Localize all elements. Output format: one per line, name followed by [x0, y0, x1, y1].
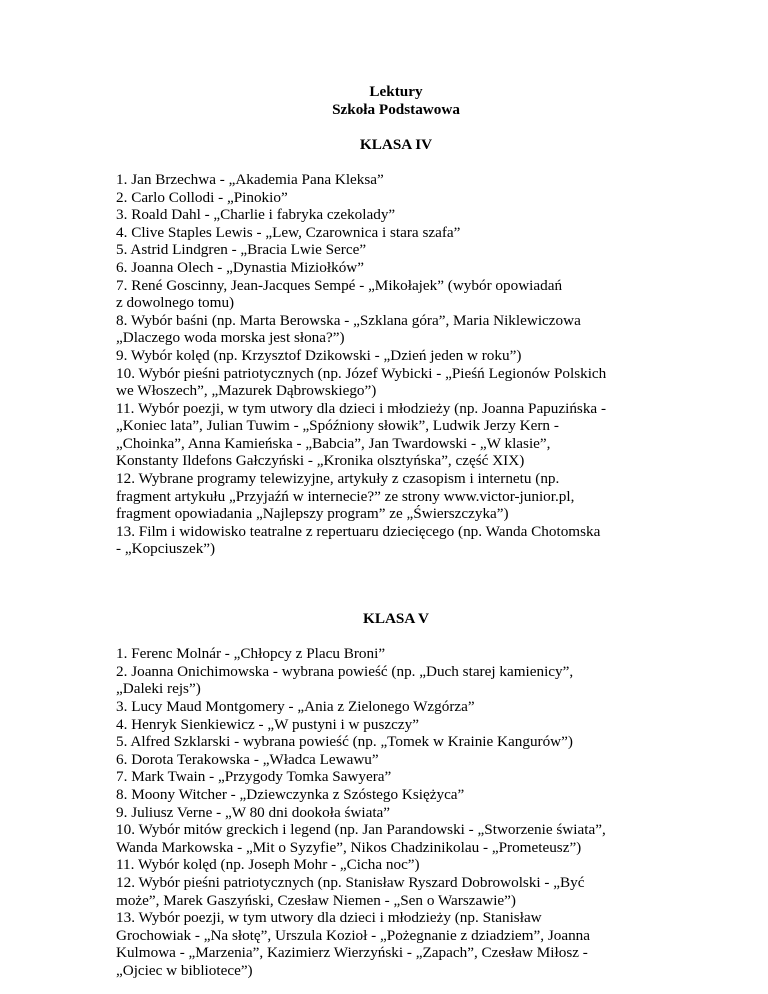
list-item-line: „Choinka”, Anna Kamieńska - „Babcia”, Jan Twardowski - „W klasie”, [116, 434, 551, 452]
list-item [116, 733, 676, 751]
list-item [116, 874, 676, 909]
list-item-line: 11. Wybór kolęd (np. Joseph Mohr - „Cicha noc”) [116, 856, 420, 874]
list-item [116, 663, 676, 698]
document-page [116, 83, 676, 980]
list-item-line: 5. Alfred Szklarski - wybrana powieść (np. „Tomek w Krainie Kangurów”) [116, 733, 573, 751]
list-item-line: z dowolnego tomu) [116, 294, 235, 312]
section-title-klasa-iv: KLASA IV [359, 135, 433, 153]
list-item [116, 277, 676, 312]
list-item-line: Grochowiak - „Na słotę”, Urszula Kozioł - „Pożegnanie z dziadziem”, Joanna [116, 926, 590, 944]
list-item [116, 909, 676, 979]
list-item-line: we Włoszech”, „Mazurek Dąbrowskiego”) [116, 382, 377, 400]
list-item [116, 171, 676, 189]
spacer [116, 558, 676, 610]
list-item [116, 523, 676, 558]
list-item-line: „Daleki rejs”) [116, 680, 201, 698]
list-item-line: 13. Wybór poezji, w tym utwory dla dzieci i młodzieży (np. Stanisław [116, 909, 542, 927]
list-item [116, 751, 676, 769]
list-item-line: 7. René Goscinny, Jean-Jacques Sempé - „Mikołajek” (wybór opowiadań [116, 276, 563, 294]
list-item-line: 7. Mark Twain - „Przygody Tomka Sawyera” [116, 768, 392, 786]
list-item [116, 470, 676, 523]
list-item-line: 8. Wybór baśni (np. Marta Berowska - „Szklana góra”, Maria Niklewiczowa [116, 311, 581, 329]
list-item-line: 5. Astrid Lindgren - „Bracia Lwie Serce” [116, 241, 367, 259]
list-item-line: 10. Wybór mitów greckich i legend (np. Jan Parandowski - „Stworzenie świata”, [116, 821, 606, 839]
list-item-line: 13. Film i widowisko teatralne z repertuaru dziecięcego (np. Wanda Chotomska [116, 522, 601, 540]
list-item-line: fragment opowiadania „Najlepszy program” ze „Świerszczyka”) [116, 505, 509, 523]
list-item-line: 2. Joanna Onichimowska - wybrana powieść (np. „Duch starej kamienicy”, [116, 662, 574, 680]
list-item-line: fragment artykułu „Przyjaźń w internecie?” ze strony www.victor-junior.pl, [116, 487, 575, 505]
list-item [116, 400, 676, 470]
list-item [116, 716, 676, 734]
list-item-line: Kulmowa - „Marzenia”, Kazimierz Wierzyński - „Zapach”, Czesław Miłosz - [116, 944, 588, 962]
list-item-line: 1. Jan Brzechwa - „Akademia Pana Kleksa” [116, 170, 384, 188]
list-item-line: „Dlaczego woda morska jest słona?”) [116, 329, 345, 347]
list-item-line: 9. Wybór kolęd (np. Krzysztof Dzikowski - „Dzień jeden w roku”) [116, 346, 522, 364]
list-item-line: 6. Joanna Olech - „Dynastia Miziołków” [116, 258, 364, 276]
document-title: Lektury [369, 83, 423, 100]
reading-list-klasa-iv [116, 171, 676, 558]
list-item-line: 12. Wybór pieśni patriotycznych (np. Stanisław Ryszard Dobrowolski - „Być [116, 873, 585, 891]
list-item-line: 4. Clive Staples Lewis - „Lew, Czarownica i stara szafa” [116, 223, 461, 241]
list-item-line: może”, Marek Gaszyński, Czesław Niemen - „Sen o Warszawie”) [116, 891, 516, 909]
list-item [116, 821, 676, 856]
list-item [116, 347, 676, 365]
section-title-klasa-v: KLASA V [363, 610, 429, 628]
spacer [116, 153, 676, 171]
list-item [116, 241, 676, 259]
list-item-line: 1. Ferenc Molnár - „Chłopcy z Placu Broni” [116, 645, 386, 663]
list-item [116, 856, 676, 874]
list-item-line: 4. Henryk Sienkiewicz - „W pustyni i w puszczy” [116, 715, 419, 733]
list-item [116, 224, 676, 242]
list-item-line: „Ojciec w bibliotece”) [116, 961, 253, 979]
document-subtitle: Szkoła Podstawowa [332, 100, 460, 118]
list-item-line: 10. Wybór pieśni patriotycznych (np. Józef Wybicki - „Pieśń Legionów Polskich [116, 364, 607, 382]
list-item-line: 12. Wybrane programy telewizyjne, artykuły z czasopism i internetu (np. [116, 470, 560, 488]
list-item [116, 189, 676, 207]
list-item-line: 8. Moony Witcher - „Dziewczynka z Szóstego Księżyca” [116, 785, 465, 803]
list-item [116, 365, 676, 400]
list-item-line: Konstanty Ildefons Gałczyński - „Kronika olsztyńska”, część XIX) [116, 452, 525, 470]
list-item-line: 9. Juliusz Verne - „W 80 dni dookoła świata” [116, 803, 391, 821]
list-item [116, 768, 676, 786]
list-item [116, 804, 676, 822]
list-item [116, 786, 676, 804]
list-item-line: 2. Carlo Collodi - „Pinokio” [116, 188, 288, 206]
list-item-line: 6. Dorota Terakowska - „Władca Lewawu” [116, 750, 379, 768]
spacer [116, 118, 676, 136]
reading-list-klasa-v [116, 645, 676, 979]
list-item-line: 11. Wybór poezji, w tym utwory dla dzieci i młodzieży (np. Joanna Papuzińska - [116, 399, 607, 417]
list-item [116, 645, 676, 663]
list-item [116, 259, 676, 277]
list-item [116, 206, 676, 224]
list-item-line: „Koniec lata”, Julian Tuwim - „Spóźniony słowik”, Ludwik Jerzy Kern - [116, 417, 559, 435]
list-item-line: 3. Roald Dahl - „Charlie i fabryka czekolady” [116, 206, 396, 224]
list-item-line: - „Kopciuszek”) [116, 540, 216, 558]
list-item-line: Wanda Markowska - „Mit o Syzyfie”, Nikos Chadzinikolau - „Prometeusz”) [116, 838, 582, 856]
list-item-line: 3. Lucy Maud Montgomery - „Ania z Zielonego Wzgórza” [116, 698, 475, 715]
list-item [116, 698, 676, 716]
list-item [116, 312, 676, 347]
spacer [116, 628, 676, 646]
